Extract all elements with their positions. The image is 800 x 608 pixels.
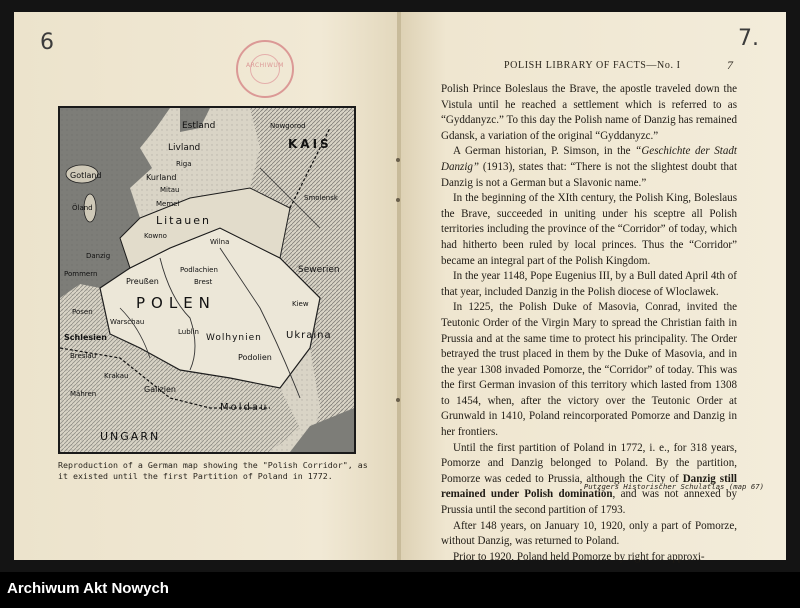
historical-map <box>58 106 356 454</box>
map-caption: Reproduction of a German map showing the "Polish Corridor", as it existed until the first Partition of Poland in 1772. <box>58 460 368 481</box>
map-label: Wilna <box>210 238 230 246</box>
map-label: Sewerien <box>298 265 340 275</box>
paragraph <box>441 144 737 191</box>
paragraph: Polish Prince Boleslaus the Brave, the apostle traveled down the Vistula until he reached a settlement which is referred to as “Gyddanyzc.” To this day the Polish name of Danzig has remained Gdansk, a variation of the original “Gyddanyzc.” <box>441 83 737 142</box>
stamp-inner-ring <box>250 54 280 84</box>
map-source: Putzgers Historischer Schulatlas (map 67) <box>583 482 764 491</box>
map-label: Estland <box>182 121 216 131</box>
map-label: POLEN <box>136 294 216 312</box>
map-label: Wolhynien <box>206 333 262 343</box>
map-label: Galizien <box>144 385 176 394</box>
paragraph: In 1225, the Polish Duke of Masovia, Conrad, invited the Teutonic Order of the Virgin Mary to spread the Christian faith in Prussia and at the same time to protect his principality. The Order betrayed the trust placed in them by the Duke of Masovia, and in the year 1308 invaded Pomorze, the “Corridor” of today. This was the first German invasion of this territory which lasted from 1308 to 1454, when, after the victory over the Teutonic Order at Grunwald in 1410, Poland reincorporated Pomorze and Danzig in her frontiers. <box>441 301 737 439</box>
map-label: Mähren <box>70 390 97 398</box>
emphasis: Danzig still remained under Polish domination <box>441 472 737 501</box>
map-label: Öland <box>72 204 93 212</box>
paragraph-part: A German historian, P. Simson, in the <box>453 145 631 158</box>
binding-hole <box>396 158 400 162</box>
map-label: Livland <box>168 143 201 153</box>
map-label: KAIS <box>288 137 332 151</box>
map-label: Brest <box>194 278 213 286</box>
map-label: Pommern <box>64 270 98 278</box>
map-label: Moldau <box>220 402 269 413</box>
archive-name: Archiwum Akt Nowych <box>7 580 169 597</box>
map-label: Schlesien <box>64 333 107 342</box>
map-label: Danzig <box>86 252 111 260</box>
map-label: Riga <box>176 160 192 168</box>
map-label: Krakau <box>104 372 129 380</box>
handwritten-page-number-left: 6 <box>40 30 54 55</box>
book-title: “Geschichte der Stadt Danzig” <box>441 145 737 173</box>
map-label: Litauen <box>156 214 211 227</box>
map-label: Kiew <box>292 300 309 308</box>
paragraph <box>441 441 737 519</box>
map-graphic <box>60 108 354 452</box>
binding-hole <box>396 398 400 402</box>
paragraph-part: Until the first partition of Poland in 1772, i. e., for 318 years, Pomorze and Danzig belonged to Poland. By the partition, Pomorze was ceded to Prussia, although the City of <box>441 441 737 485</box>
map-label: Warschau <box>110 318 145 326</box>
map-label: Breslau <box>70 352 97 360</box>
binding-hole <box>396 198 400 202</box>
map-label: Kowno <box>144 232 167 240</box>
running-header: POLISH LIBRARY OF FACTS—No. I <box>504 60 681 71</box>
map-label: Lublin <box>178 328 199 336</box>
paragraph-part: (1913), states that: “There is not the slightest doubt that Danzig is not a German but a Slavonic name.” <box>441 160 738 189</box>
map-label: Gotland <box>70 171 102 180</box>
paragraph: In the beginning of the XIth century, the Polish King, Boleslaus the Brave, succeeded in uniting under his sceptre all Polish territories including the province of the “Corridor” of today, which had hitherto been ruled by local princes. Thus the “Corridor” became an integral part of the Polish Kingdom. <box>441 192 737 267</box>
paragraph: In the year 1148, Pope Eugenius III, by a Bull dated April 4th of that year, included Danzig in the Polish diocese of Wloclawek. <box>441 270 737 298</box>
map-label: UNGARN <box>100 430 161 443</box>
map-label: Ukraina <box>286 330 332 341</box>
map-label: Kurland <box>146 173 177 182</box>
map-label: Smolensk <box>304 194 338 202</box>
body-text <box>441 82 737 565</box>
paragraph: After 148 years, on January 10, 1920, only a part of Pomorze, without Danzig, was returned to Poland. <box>441 519 737 548</box>
map-label: Memel <box>156 200 180 208</box>
page-number: 7 <box>727 58 733 72</box>
map-label: Podolien <box>238 353 272 362</box>
archive-stamp <box>236 40 294 98</box>
map-label: Preußen <box>126 277 159 286</box>
map-label: Mitau <box>160 186 180 194</box>
paragraph: Prior to 1920, Poland held Pomorze by right for approxi- <box>453 550 705 563</box>
map-label: Posen <box>72 308 93 316</box>
paragraph-part: , and was not annexed by Prussia until the second partition of 1793. <box>441 488 737 517</box>
map-label: Podlachien <box>180 266 218 274</box>
book-gutter <box>397 12 401 560</box>
map-label: Nowgorod <box>270 122 306 130</box>
handwritten-page-number-right: 7. <box>738 26 759 51</box>
stamp-label: ARCHIWUM <box>246 62 284 69</box>
